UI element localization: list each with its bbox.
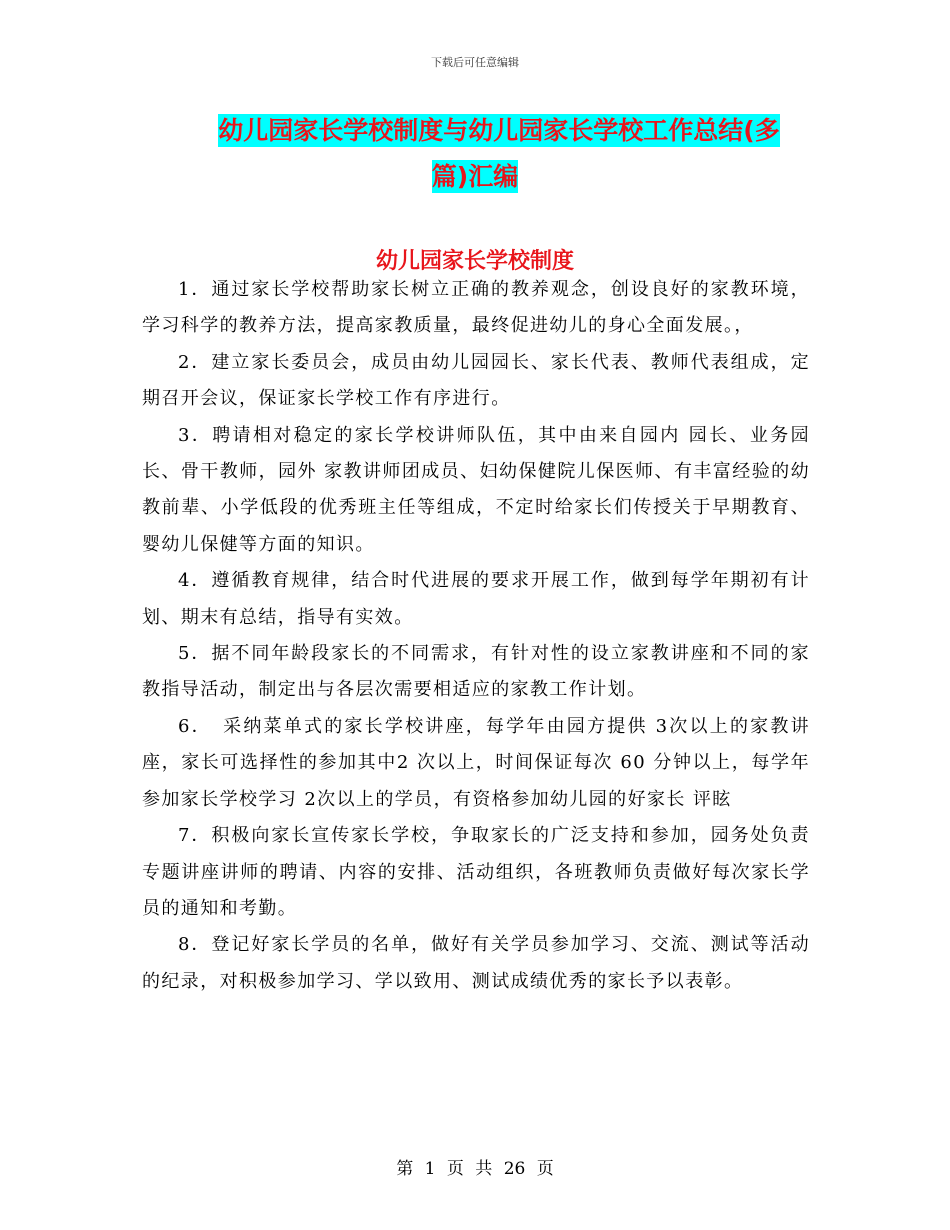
title-highlight: 幼儿园家长学校制度与幼儿园家长学校工作总结(多 — [218, 116, 780, 145]
document-body — [142, 272, 810, 1000]
document-title-line-1 — [0, 108, 950, 154]
paragraph-7: 7．积极向家长宣传家长学校，争取家长的广泛支持和参加，园务处负责专题讲座讲师的聘请、内容的安排、活动组织，各班教师负责做好每次家长学员的通知和考勤。 — [142, 825, 810, 919]
paragraph-1: 1．通过家长学校帮助家长树立正确的教养观念，创设良好的家教环境，学习科学的教养方法，提高家教质量，最终促进幼儿的身心全面发展。， — [142, 279, 810, 337]
paragraph-5: 5．据不同年龄段家长的不同需求，有针对性的设立家教讲座和不同的家教指导活动，制定出与各层次需要相适应的家教工作计划。 — [142, 643, 810, 701]
title-highlight: 篇)汇编 — [431, 162, 519, 191]
paragraph-3: 3．聘请相对稳定的家长学校讲师队伍，其中由来自园内 园长、业务园长、骨干教师，园外 家教讲师团成员、妇幼保健院儿保医师、有丰富经验的幼教前辈、小学低段的优秀班主任等组成，不定时给家长们传授关于早期教育、婴幼儿保健等方面的知识。 — [142, 424, 810, 555]
document-title — [0, 108, 950, 200]
paragraph-6: 6． 采纳菜单式的家长学校讲座，每学年由园方提供 3次以上的家教讲座，家长可选择性的参加其中2 次以上，时间保证每次 60 分钟以上，每学年参加家长学校学习 2次以上的学员，有资格参加幼儿园的好家长 评眩 — [142, 715, 810, 810]
paragraph-4: 4．遵循教育规律，结合时代进展的要求开展工作，做到每学年期初有计划、期末有总结，指导有实效。 — [142, 570, 810, 628]
page-footer: 第 1 页 共 26 页 — [396, 1159, 554, 1179]
section-title: 幼儿园家长学校制度 — [375, 249, 574, 274]
header-note: 下载后可任意编辑 — [431, 56, 519, 69]
document-title-line-2 — [0, 154, 950, 200]
paragraph-2: 2．建立家长委员会，成员由幼儿园园长、家长代表、教师代表组成，定期召开会议，保证家长学校工作有序进行。 — [142, 351, 810, 410]
paragraph-8: 8．登记好家长学员的名单，做好有关学员参加学习、交流、测试等活动的纪录，对积极参加学习、学以致用、测试成绩优秀的家长予以表彰。 — [142, 934, 810, 992]
